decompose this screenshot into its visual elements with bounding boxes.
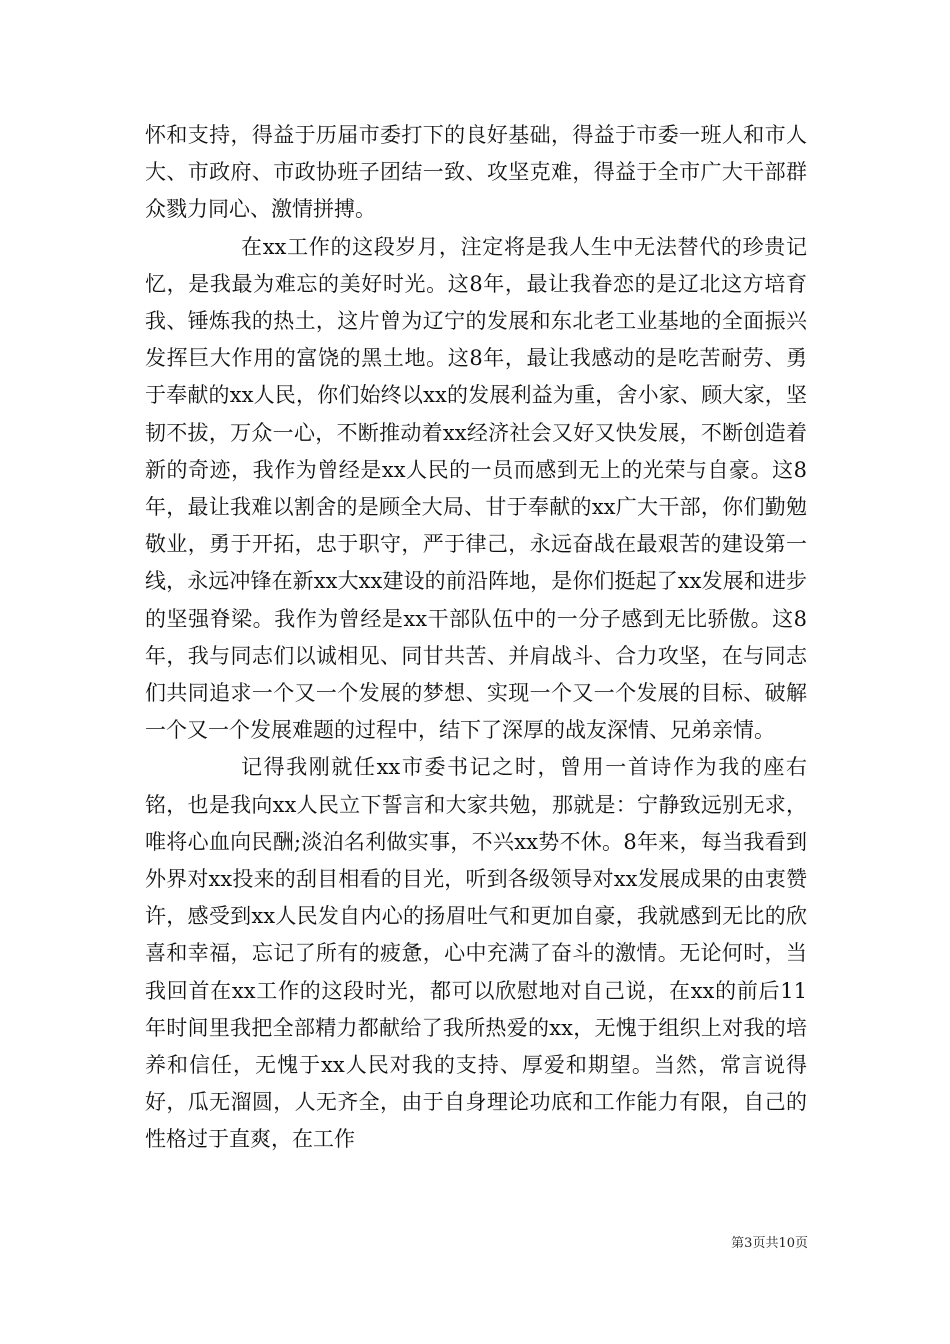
page-number-footer: 第3页共10页 xyxy=(731,1236,808,1251)
document-body xyxy=(145,117,807,1159)
paragraph-2: 在xx工作的这段岁月，注定将是我人生中无法替代的珍贵记忆，是我最为难忘的美好时光。这8年，最让我眷恋的是辽北这方培育我、锤炼我的热土，这片曾为辽宁的发展和东北老工业基地的全面振兴发挥巨大作用的富饶的黑土地。这8年，最让我感动的是吃苦耐劳、勇于奉献的xx人民，你们始终以xx的发展利益为重，舍小家、顾大家，坚韧不拔，万众一心，不断推动着xx经济社会又好又快发展，不断创造着新的奇迹，我作为曾经是xx人民的一员而感到无上的光荣与自豪。这8年，最让我难以割舍的是顾全大局、甘于奉献的xx广大干部，你们勤勉敬业，勇于开拓，忠于职守，严于律己，永远奋战在最艰苦的建设第一线，永远冲锋在新xx大xx建设的前沿阵地，是你们挺起了xx发展和进步的坚强脊梁。我作为曾经是xx干部队伍中的一分子感到无比骄傲。这8年，我与同志们以诚相见、同甘共苦、并肩战斗、合力攻坚，在与同志们共同追求一个又一个发展的梦想、实现一个又一个发展的目标、破解一个又一个发展难题的过程中，结下了深厚的战友深情、兄弟亲情。 xyxy=(145,234,807,743)
paragraph-3: 记得我刚就任xx市委书记之时，曾用一首诗作为我的座右铭，也是我向xx人民立下誓言和大家共勉，那就是：宁静致远别无求，唯将心血向民酬;淡泊名利做实事，不兴xx势不休。8年来，每当我看到外界对xx投来的刮目相看的目光，听到各级领导对xx发展成果的由衷赞许，感受到xx人民发自内心的扬眉吐气和更加自豪，我就感到无比的欣喜和幸福，忘记了所有的疲惫，心中充满了奋斗的激情。无论何时，当我回首在xx工作的这段时光，都可以欣慰地对自己说，在xx的前后11年时间里我把全部精力都献给了我所热爱的xx，无愧于组织上对我的培养和信任，无愧于xx人民对我的支持、厚爱和期望。当然，常言说得好，瓜无溜圆，人无齐全，由于自身理论功底和工作能力有限，自己的性格过于直爽，在工作 xyxy=(145,755,807,1152)
paragraph-1: 怀和支持，得益于历届市委打下的良好基础，得益于市委一班人和市人大、市政府、市政协班子团结一致、攻坚克难，得益于全市广大干部群众戮力同心、激情拼搏。 xyxy=(145,123,807,222)
